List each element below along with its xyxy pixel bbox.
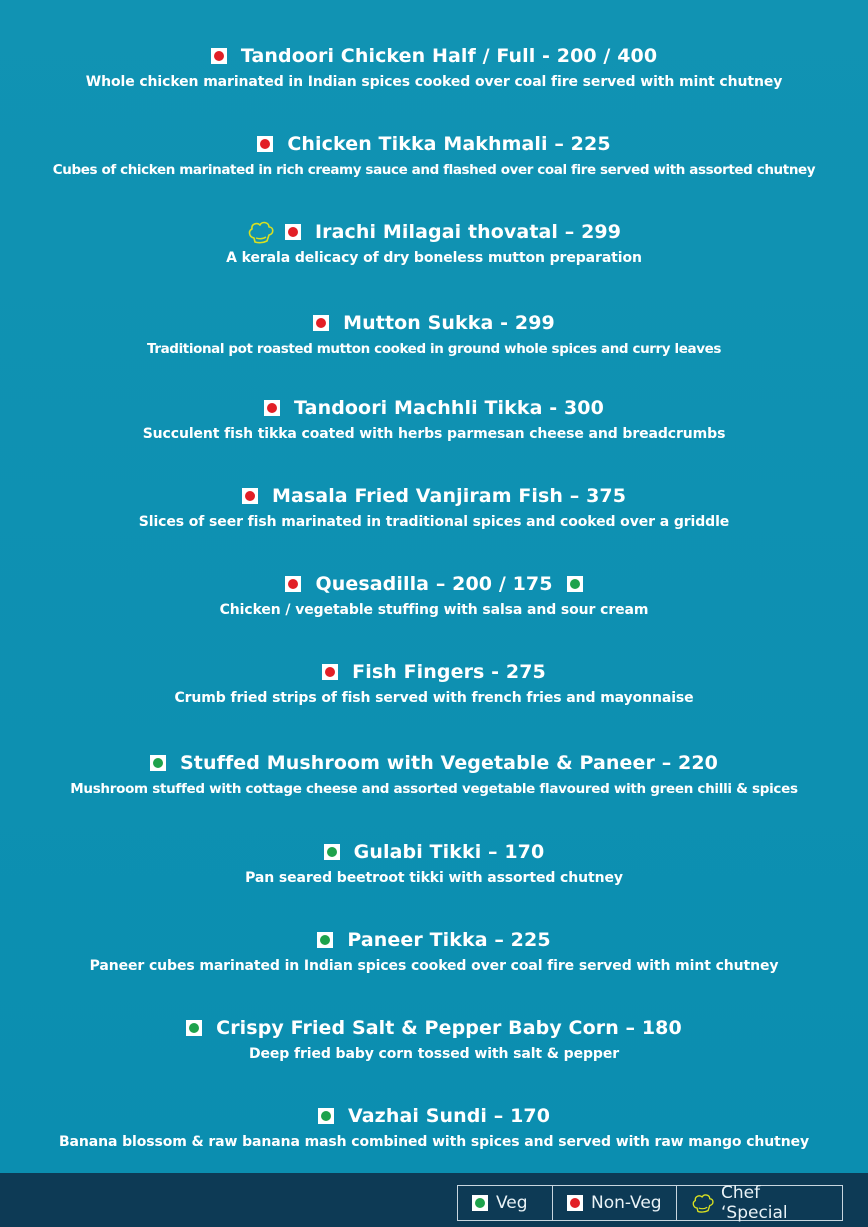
veg-mark-icon xyxy=(317,932,333,948)
chef-hat-icon xyxy=(691,1192,715,1214)
non-veg-mark-icon xyxy=(313,315,329,331)
legend-chef-special xyxy=(676,1183,842,1223)
veg-mark-icon xyxy=(567,576,583,592)
menu-item-description: Paneer cubes marinated in Indian spices cooked over coal fire served with mint chutney xyxy=(89,958,779,974)
menu-item-description: Traditional pot roasted mutton cooked in ground whole spices and curry leaves xyxy=(147,341,721,357)
menu-item-description: Pan seared beetroot tikki with assorted chutney xyxy=(245,870,623,886)
menu-item-description: Mushroom stuffed with cottage cheese and assorted vegetable flavoured with green chilli & spices xyxy=(70,781,798,797)
menu-item-description: Succulent fish tikka coated with herbs parmesan cheese and breadcrumbs xyxy=(142,426,726,442)
menu-item-description: A kerala delicacy of dry boneless mutton preparation xyxy=(226,250,642,266)
menu-item-description: Cubes of chicken marinated in rich creamy sauce and flashed over coal fire served with assorted chutney xyxy=(52,162,816,178)
menu-item xyxy=(0,482,868,530)
non-veg-mark-icon xyxy=(567,1195,583,1211)
non-veg-mark-icon xyxy=(211,48,227,64)
menu-item-title: Paneer Tikka – 225 xyxy=(347,929,551,951)
menu-item-description: Whole chicken marinated in Indian spices cooked over coal fire served with mint chutney xyxy=(85,74,783,90)
menu-item xyxy=(0,1014,868,1062)
menu-item xyxy=(0,42,868,90)
legend-non-veg xyxy=(552,1186,676,1220)
non-veg-mark-icon xyxy=(285,224,301,240)
non-veg-mark-icon xyxy=(322,664,338,680)
menu-item xyxy=(0,570,868,618)
chef-hat-icon xyxy=(247,219,275,245)
menu-item-title: Quesadilla – 200 / 175 xyxy=(315,573,553,595)
non-veg-mark-icon xyxy=(242,488,258,504)
legend-chef-special-label: Chef ‘Special xyxy=(721,1183,788,1223)
menu-item xyxy=(0,130,868,178)
menu-item-title: Masala Fried Vanjiram Fish – 375 xyxy=(271,485,627,507)
menu-item xyxy=(0,309,868,357)
menu-item xyxy=(0,658,868,706)
menu-item-title: Vazhai Sundi – 170 xyxy=(347,1105,551,1127)
menu-item-title: Gulabi Tikki – 170 xyxy=(353,841,545,863)
menu-item-title: Tandoori Chicken Half / Full - 200 / 400 xyxy=(240,45,658,67)
menu-item-description: Slices of seer fish marinated in traditional spices and cooked over a griddle xyxy=(138,514,730,530)
menu-item xyxy=(0,926,868,974)
legend-veg xyxy=(458,1186,552,1220)
menu-item-title: Chicken Tikka Makhmali – 225 xyxy=(287,133,611,155)
non-veg-mark-icon xyxy=(257,136,273,152)
menu-item-description: Deep fried baby corn tossed with salt & pepper xyxy=(248,1046,620,1062)
menu-item-title: Stuffed Mushroom with Vegetable & Paneer – 220 xyxy=(179,752,718,774)
menu-item-title: Fish Fingers - 275 xyxy=(352,661,546,683)
menu-item xyxy=(0,218,868,266)
menu-item-title: Mutton Sukka - 299 xyxy=(343,312,555,334)
menu-item xyxy=(0,394,868,442)
legend-veg-label: Veg xyxy=(496,1193,528,1213)
menu-item-title: Irachi Milagai thovatal – 299 xyxy=(314,221,622,243)
non-veg-mark-icon xyxy=(285,576,301,592)
menu-item-title: Tandoori Machhli Tikka - 300 xyxy=(294,397,604,419)
veg-mark-icon xyxy=(324,844,340,860)
veg-mark-icon xyxy=(186,1020,202,1036)
menu-item-title: Crispy Fried Salt & Pepper Baby Corn – 180 xyxy=(216,1017,682,1039)
non-veg-mark-icon xyxy=(264,400,280,416)
menu-item-description: Crumb fried strips of fish served with french fries and mayonnaise xyxy=(174,690,694,706)
menu-item-description: Chicken / vegetable stuffing with salsa and sour cream xyxy=(219,602,649,618)
veg-mark-icon xyxy=(150,755,166,771)
menu-item xyxy=(0,1102,868,1150)
legend-non-veg-label: Non-Veg xyxy=(591,1193,662,1213)
footer-bar xyxy=(0,1173,868,1227)
legend xyxy=(457,1185,843,1221)
menu-item xyxy=(0,749,868,797)
menu-item xyxy=(0,838,868,886)
menu-item-description: Banana blossom & raw banana mash combined with spices and served with raw mango chutney xyxy=(58,1134,810,1150)
veg-mark-icon xyxy=(472,1195,488,1211)
veg-mark-icon xyxy=(318,1108,334,1124)
